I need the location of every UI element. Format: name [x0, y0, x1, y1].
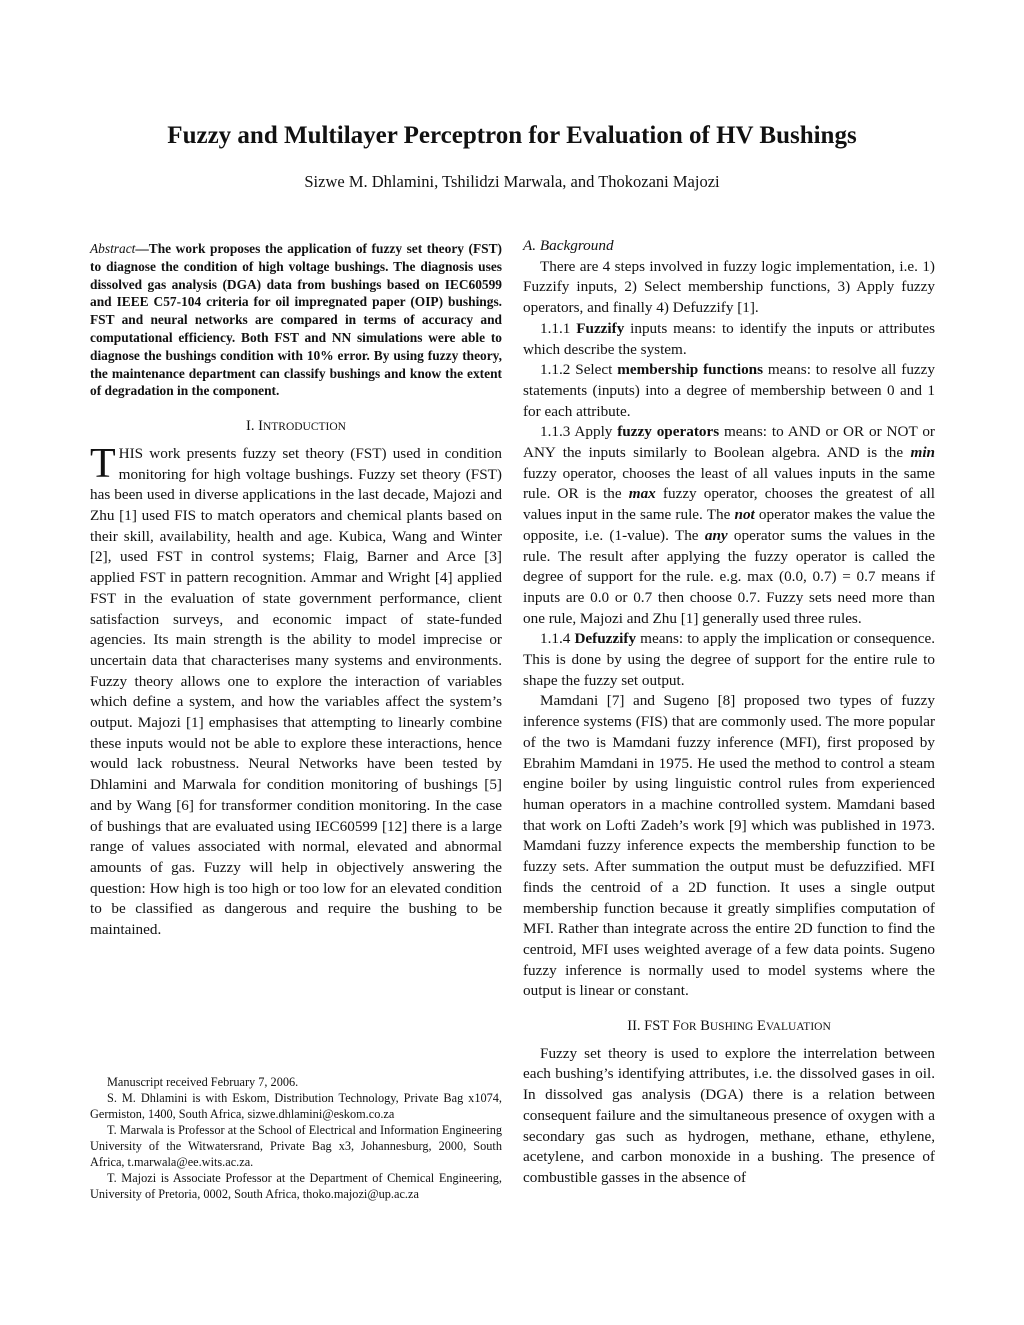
mamdani-paragraph: Mamdani [7] and Sugeno [8] proposed two types of fuzzy inference systems (FIS) that are commonly used. The more popular of the two is Mamdani fuzzy inference (MFI), first proposed by Ebrahim Mamdani in 1975. He used the method to control a steam engine boiler by using linguistic control rules from experienced human operators in a machine controlled system. Mamdani based that work on Lofti Zadeh’s work [9] which was published in 1973. Mamdani fuzzy inference expects the membership function to be fuzzy sets. After summation the output must be defuzzified. MFI finds the centroid of a 2D function. It uses a single output membership function because it greatly simplifies computation of MFI. Rather than integrate across the entire 2D function to find the centroid, MFI uses weighted average of a few data points. Sugeno fuzzy inference is normally used to model systems where the output is linear or constant. — [523, 692, 935, 1000]
subsection-heading-background: A. Background — [523, 237, 614, 254]
step-text: means: to apply the implication or consequence. This is done by using the degree of support for the entire rule to shape the fuzzy set output. — [523, 630, 935, 689]
footnote-marwala: T. Marwala is Professor at the School of Electrical and Information Engineering University of the Witwatersrand, Private Bag x3, Johannesburg, 2000, South Africa, t.marwala@ee.wits.ac.za. — [90, 1123, 502, 1169]
step-operators — [523, 422, 935, 629]
step-fuzzify — [523, 319, 935, 360]
step-term: fuzzy operators — [617, 423, 720, 441]
drop-cap: T — [90, 440, 116, 487]
step-term: Fuzzify — [576, 319, 625, 337]
step-number: 1.1.2 Select — [540, 361, 618, 379]
operator-min: min — [910, 444, 935, 462]
heading-word: FST — [644, 1018, 669, 1035]
section-heading-introduction — [90, 416, 502, 438]
step-membership — [523, 360, 935, 422]
step-defuzzify — [523, 629, 935, 691]
abstract-dash: — — [135, 241, 149, 256]
heading-letter: E — [756, 1018, 766, 1035]
step-text: fuzzy operator, chooses the least of all values inputs in the same rule. OR is the — [523, 464, 935, 503]
intro-text: work presents fuzzy set theory (FST) used in condition monitoring for high voltage bushings. Fuzzy set theory (FST) has been used in diverse applications in the last decade, Majozi and Zhu [1] used FIS to match operators and chemical plants based on their skill, availability, health and age. Kubica, Wang and Winter [2], used FST in control systems; Flaig, Barner and Arce [3] applied FST in pattern recognition. Ammar and Wright [4] applied FST in the evaluation of state government performance, client satisfaction surveys, and economic impact of state-funded agencies. Its main strength is the ability to model imprecise or uncertain data that characterises many systems and environments. Fuzzy theory allows one to explore the interaction of variables which define a system, and how the variables affect the system’s output. Majozi [1] emphasises that attempting to linearly combine these inputs would not be able to explore these interactions, hence would lack robustness. Neural Networks have been tested by Dhlamini and Marwala for condition monitoring of bushings [5] and by Wang [6] for transformer condition monitoring. In the case of bushings that are evaluated using IEC60599 [12] there is a large range of values associated with normal, elevated and abnormal amounts of gas. Fuzzy will help in objectively answering the question: How high is too high or too low for an elevated condition to be classified as dangerous and require the bushing to be maintained. — [90, 444, 502, 939]
step-number: 1.1.3 Apply — [540, 423, 618, 441]
heading-rest: VALUATION — [765, 1021, 831, 1034]
author-list: Sizwe M. Dhlamini, Tshilidzi Marwala, and Thokozani Majozi — [304, 172, 720, 191]
footnote-dhlamini: S. M. Dhlamini is with Eskom, Distribution Technology, Private Bag x1074, Germiston, 1400, South Africa, sizwe.dhlamini@eskom.co.za — [90, 1091, 502, 1121]
heading-letter: B — [700, 1018, 710, 1035]
background-intro: There are 4 steps involved in fuzzy logic implementation, i.e. 1) Fuzzify inputs, 2) Select membership functions, 3) Apply fuzzy operators, and finally 4) Defuzzify [1]. — [523, 257, 935, 317]
step-term: Defuzzify — [574, 630, 637, 648]
step-text: means: to resolve all fuzzy statements (inputs) into a degree of membership between 0 and 1 for each attribute. — [523, 361, 935, 420]
step-text: fuzzy operator, chooses the greatest of all values input in the same rule. The — [523, 485, 935, 524]
heading-rest: NTRODUCTION — [262, 421, 346, 434]
step-term: membership functions — [617, 361, 764, 379]
left-column — [90, 236, 502, 941]
operator-not: not — [734, 506, 755, 524]
abstract-text: The work proposes the application of fuzzy set theory (FST) to diagnose the condition of high voltage bushings. The diagnosis uses dissolved gas analysis (DGA) data from bushings based on IEC60599 and IEEE C57-104 criteria for oil impregnated paper (OIP) bushings. FST and neural networks are compared in terms of accuracy and computational efficiency. Both FST and NN simulations were able to diagnose the bushings condition with 10% error. By using fuzzy theory, the maintenance department can classify bushings and know the extent of degradation in the component. — [90, 241, 502, 399]
paper-title: Fuzzy and Multilayer Perceptron for Evaluation of HV Bushings — [167, 122, 857, 149]
operator-max: max — [628, 485, 656, 503]
footnote-received: Manuscript received February 7, 2006. — [107, 1075, 299, 1089]
heading-rest: USHING — [709, 1021, 754, 1034]
operator-any: any — [704, 526, 728, 544]
section2-paragraph: Fuzzy set theory is used to explore the interrelation between each bushing’s identifying attributes, i.e. the dissolved gases in oil. In dissolved gas analysis (DGA) there is a relation between consequent failure and the simultaneous presence of oxygen with a secondary gas such as hydrogen, methane, ethane, ethylene, acetylene, and carbon monoxide in a bushing. The presence of combustible gasses in the absence of — [523, 1044, 935, 1186]
step-number: 1.1.1 — [540, 319, 577, 337]
section-numeral: I. — [246, 418, 255, 435]
section-numeral: II. — [627, 1018, 641, 1035]
step-text: inputs means: to identify the inputs or attributes which describe the system. — [523, 319, 936, 358]
footnotes — [90, 1074, 502, 1202]
footnote-majozi: T. Majozi is Associate Professor at the Department of Chemical Engineering, University of Pretoria, 0002, South Africa, thoko.majozi@up.ac.za — [90, 1171, 502, 1201]
heading-rest: OR — [680, 1021, 697, 1034]
abstract — [90, 240, 502, 400]
section-heading-fst-bushing — [523, 1016, 935, 1038]
heading-first-letter: I — [258, 418, 263, 435]
step-text: operator makes the value the opposite, i.e. (1-value). The — [523, 506, 935, 544]
step-number: 1.1.4 — [540, 630, 575, 648]
step-text: means: to AND or OR or NOT or ANY the inputs similarly to Boolean algebra. AND is the — [523, 423, 935, 462]
right-column — [523, 236, 935, 1189]
step-text: operator sums the values in the rule. The result after applying the fuzzy operator is called the degree of support for the rule. e.g. max (0.0, 0.7) = 0.7 means if inputs are 0.0 or 0.7 then choose 0.7. Fuzzy sets need more than one rule, Majozi and Zhu [1] generally used three rules. — [523, 526, 936, 627]
introduction-paragraph — [90, 440, 502, 941]
heading-letter: F — [672, 1018, 681, 1035]
abstract-label: Abstract — [90, 241, 136, 256]
first-word-rest: HIS — [118, 444, 144, 462]
